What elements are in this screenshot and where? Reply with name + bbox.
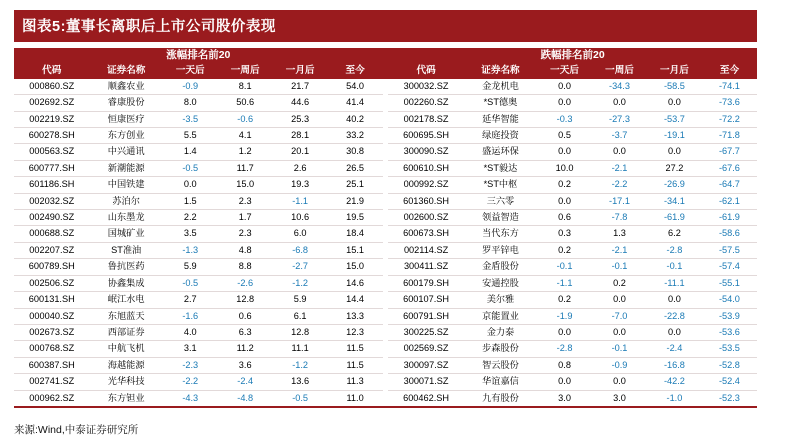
cell-name-left: 鲁抗医药 — [90, 259, 163, 275]
cell-d1-right: -1.1 — [537, 275, 592, 291]
cell-d1-left: -2.3 — [163, 357, 218, 373]
cell-code-left: 000768.SZ — [14, 341, 90, 357]
cell-d1-left: -3.5 — [163, 111, 218, 127]
cell-code-left: 002490.SZ — [14, 210, 90, 226]
cell-w1-left: 0.6 — [218, 308, 273, 324]
cell-w1-right: 0.0 — [592, 324, 647, 340]
cell-code-left: 600131.SH — [14, 292, 90, 308]
cell-todate-left: 19.5 — [328, 210, 383, 226]
cell-m1-left: 20.1 — [273, 144, 328, 160]
cell-m1-left: 5.9 — [273, 292, 328, 308]
cell-d1-left: 2.2 — [163, 210, 218, 226]
cell-todate-right: -67.6 — [702, 160, 757, 176]
cell-todate-right: -62.1 — [702, 193, 757, 209]
cell-w1-left: 6.3 — [218, 324, 273, 340]
figure-title-bar — [14, 10, 757, 42]
cell-w1-right: -17.1 — [592, 193, 647, 209]
cell-w1-left: 8.8 — [218, 259, 273, 275]
cell-name-left: 国城矿业 — [90, 226, 163, 242]
cell-w1-left: -4.8 — [237, 392, 254, 403]
cell-todate-right: -58.6 — [702, 226, 757, 242]
table-row — [14, 242, 757, 258]
cell-todate-left: 21.9 — [328, 193, 383, 209]
col-header-code-left: 代码 — [14, 63, 90, 78]
cell-name-right: 金盾股份 — [464, 259, 537, 275]
cell-w1-left: 4.1 — [218, 128, 273, 144]
col-header-d1-left: 一天后 — [163, 63, 218, 78]
cell-name-left: 中国铁建 — [90, 177, 163, 193]
cell-m1-right: -61.9 — [647, 210, 702, 226]
cell-name-left: 海越能源 — [90, 357, 163, 373]
cell-w1-left: 11.2 — [218, 341, 273, 357]
table-row — [14, 324, 757, 340]
col-header-w1-right: 一周后 — [592, 63, 647, 78]
table-row — [14, 128, 757, 144]
col-header-name-left: 证券名称 — [90, 63, 163, 78]
figure-number: 图表5: — [22, 19, 66, 35]
cell-m1-left: 11.1 — [273, 341, 328, 357]
table-container — [14, 48, 757, 408]
table-row — [14, 357, 757, 373]
cell-d1-left: -4.3 — [182, 392, 199, 403]
cell-code-right: 300097.SZ — [388, 357, 464, 373]
cell-name-left: 光华科技 — [90, 374, 163, 390]
cell-m1-left: 19.3 — [273, 177, 328, 193]
cell-w1-right: -2.1 — [592, 242, 647, 258]
table-row — [14, 226, 757, 242]
cell-code-left: 601186.SH — [14, 177, 90, 193]
cell-m1-right: -26.9 — [647, 177, 702, 193]
cell-d1-left: 8.0 — [163, 95, 218, 111]
cell-todate-right: -73.6 — [702, 95, 757, 111]
cell-todate-right: -71.8 — [702, 128, 757, 144]
cell-name-right: 三六零 — [464, 193, 537, 209]
cell-d1-left: -0.5 — [163, 160, 218, 176]
cell-code-right: 600791.SH — [388, 308, 464, 324]
cell-d1-right: 0.2 — [537, 292, 592, 308]
group-header-left: 涨幅排名前20 — [14, 48, 383, 63]
cell-w1-left: 11.7 — [218, 160, 273, 176]
cell-m1-right: -11.1 — [647, 275, 702, 291]
table-body — [14, 79, 757, 406]
cell-todate-left: 30.8 — [328, 144, 383, 160]
cell-todate-right: -57.4 — [702, 259, 757, 275]
cell-m1-left: -2.7 — [273, 259, 328, 275]
page-title: 董事长离职后上市公司股价表现 — [65, 19, 276, 35]
cell-m1-left: 44.6 — [273, 95, 328, 111]
cell-d1-right: 0.0 — [537, 95, 592, 111]
cell-d1-right: -0.1 — [537, 259, 592, 275]
cell-m1-right: 0.0 — [647, 144, 702, 160]
cell-d1-right: -2.8 — [537, 341, 592, 357]
cell-w1-left: 8.1 — [218, 79, 273, 95]
cell-todate-left: 14.4 — [328, 292, 383, 308]
table-row — [14, 259, 757, 275]
cell-todate-left: 25.1 — [328, 177, 383, 193]
cell-m1-right: -19.1 — [647, 128, 702, 144]
col-header-m1-left: 一月后 — [273, 63, 328, 78]
cell-m1-left: 10.6 — [273, 210, 328, 226]
source-note: 来源:Wind,中泰证券研究所 — [14, 423, 139, 436]
cell-w1-right: -2.1 — [592, 160, 647, 176]
cell-name-right: 罗平锌电 — [464, 242, 537, 258]
cell-m1-right: -53.7 — [647, 111, 702, 127]
cell-name-left: 东方创业 — [90, 128, 163, 144]
cell-name-right: 延华智能 — [464, 111, 537, 127]
cell-name-left: 中兴通讯 — [90, 144, 163, 160]
cell-name-left: 新潮能源 — [90, 160, 163, 176]
cell-w1-left: 1.2 — [218, 144, 273, 160]
cell-w1-right: 0.2 — [592, 275, 647, 291]
cell-m1-right: 0.0 — [647, 292, 702, 308]
cell-name-right: 美尔雅 — [464, 292, 537, 308]
cell-code-left: 000040.SZ — [14, 308, 90, 324]
cell-name-right: 京能置业 — [464, 308, 537, 324]
cell-m1-right: -16.8 — [647, 357, 702, 373]
cell-code-right: 300411.SZ — [388, 259, 464, 275]
table-row — [14, 210, 757, 226]
table-column-header-row — [14, 63, 757, 78]
cell-d1-left: 1.4 — [163, 144, 218, 160]
cell-m1-left: 21.7 — [273, 79, 328, 95]
table-row — [14, 79, 757, 95]
cell-d1-right: 3.0 — [558, 392, 571, 403]
cell-todate-right: -53.5 — [702, 341, 757, 357]
stock-performance-table — [14, 48, 757, 406]
cell-d1-right: 10.0 — [537, 160, 592, 176]
cell-d1-right: 0.0 — [537, 193, 592, 209]
cell-w1-left: 3.6 — [218, 357, 273, 373]
col-header-todate-left: 至今 — [328, 63, 383, 78]
cell-w1-right: -7.0 — [592, 308, 647, 324]
cell-m1-right: -22.8 — [647, 308, 702, 324]
cell-d1-left: 4.0 — [163, 324, 218, 340]
cell-w1-right: 0.0 — [592, 292, 647, 308]
cell-d1-right: 0.2 — [537, 177, 592, 193]
table-row — [14, 111, 757, 127]
cell-code-left: 600777.SH — [14, 160, 90, 176]
col-header-m1-right: 一月后 — [647, 63, 702, 78]
cell-code-right: 600610.SH — [388, 160, 464, 176]
cell-name-left: 睿康股份 — [90, 95, 163, 111]
cell-code-right: 002114.SZ — [388, 242, 464, 258]
cell-code-right: 002600.SZ — [388, 210, 464, 226]
cell-code-left: 002032.SZ — [14, 193, 90, 209]
cell-code-left: 000962.SZ — [29, 392, 75, 403]
cell-d1-left: 5.5 — [163, 128, 218, 144]
table-row — [14, 390, 757, 406]
col-header-w1-left: 一周后 — [218, 63, 273, 78]
cell-d1-right: -1.9 — [537, 308, 592, 324]
cell-w1-right: -3.7 — [592, 128, 647, 144]
cell-name-left: 恒康医疗 — [90, 111, 163, 127]
cell-code-left: 002207.SZ — [14, 242, 90, 258]
cell-todate-right: -67.7 — [702, 144, 757, 160]
cell-w1-right: -0.9 — [592, 357, 647, 373]
cell-todate-left: 26.5 — [328, 160, 383, 176]
cell-d1-right: 0.0 — [537, 374, 592, 390]
cell-todate-left: 11.5 — [328, 357, 383, 373]
cell-w1-left: 4.8 — [218, 242, 273, 258]
cell-m1-left: 6.0 — [273, 226, 328, 242]
cell-code-left: 000860.SZ — [14, 79, 90, 95]
cell-w1-right: 1.3 — [592, 226, 647, 242]
cell-name-right: 智云股份 — [464, 357, 537, 373]
cell-todate-left: 15.1 — [328, 242, 383, 258]
cell-todate-left: 11.5 — [328, 341, 383, 357]
cell-name-left: ST准油 — [90, 242, 163, 258]
cell-code-left: 600387.SH — [14, 357, 90, 373]
cell-code-left: 600789.SH — [14, 259, 90, 275]
cell-name-right: 九有股份 — [482, 392, 519, 403]
cell-todate-right: -52.3 — [718, 392, 740, 403]
table-row — [14, 144, 757, 160]
cell-w1-right: 0.0 — [592, 95, 647, 111]
cell-w1-left: 2.3 — [218, 226, 273, 242]
cell-todate-left: 15.0 — [328, 259, 383, 275]
cell-name-left: 东方钽业 — [107, 392, 145, 403]
cell-m1-right: -2.4 — [647, 341, 702, 357]
cell-d1-left: 2.7 — [163, 292, 218, 308]
table-row — [14, 374, 757, 390]
cell-code-left: 600278.SH — [14, 128, 90, 144]
cell-m1-left: -1.1 — [273, 193, 328, 209]
cell-d1-right: 0.5 — [537, 128, 592, 144]
cell-m1-left: -6.8 — [273, 242, 328, 258]
cell-todate-right: -52.4 — [702, 374, 757, 390]
cell-m1-right: -58.5 — [647, 79, 702, 95]
cell-d1-left: -1.6 — [163, 308, 218, 324]
cell-code-right: 000992.SZ — [388, 177, 464, 193]
cell-w1-left: -0.6 — [218, 111, 273, 127]
cell-m1-left: 28.1 — [273, 128, 328, 144]
cell-m1-left: 25.3 — [273, 111, 328, 127]
cell-code-left: 000688.SZ — [14, 226, 90, 242]
cell-w1-left: 1.7 — [218, 210, 273, 226]
cell-d1-left: -0.9 — [163, 79, 218, 95]
cell-todate-right: -52.8 — [702, 357, 757, 373]
cell-name-right: 金力泰 — [464, 324, 537, 340]
cell-name-left: 西部证券 — [90, 324, 163, 340]
cell-todate-left: 14.6 — [328, 275, 383, 291]
cell-code-right: 600462.SH — [403, 392, 450, 403]
cell-d1-left: 5.9 — [163, 259, 218, 275]
table-row — [14, 308, 757, 324]
cell-name-right: 盛运环保 — [464, 144, 537, 160]
cell-m1-right: 6.2 — [647, 226, 702, 242]
cell-d1-left: 3.5 — [163, 226, 218, 242]
cell-m1-right: 0.0 — [647, 324, 702, 340]
cell-d1-right: 0.8 — [537, 357, 592, 373]
cell-code-right: 002178.SZ — [388, 111, 464, 127]
cell-m1-right: -1.0 — [666, 392, 683, 403]
cell-code-left: 002219.SZ — [14, 111, 90, 127]
cell-m1-left: 2.6 — [273, 160, 328, 176]
cell-code-right: 002569.SZ — [388, 341, 464, 357]
cell-d1-right: 0.0 — [537, 144, 592, 160]
cell-w1-right: -27.3 — [592, 111, 647, 127]
cell-name-right: 华谊嘉信 — [464, 374, 537, 390]
cell-d1-right: 0.2 — [537, 242, 592, 258]
cell-m1-left: -0.5 — [292, 392, 309, 403]
cell-name-left: 东旭蓝天 — [90, 308, 163, 324]
cell-todate-right: -61.9 — [702, 210, 757, 226]
table-row — [14, 275, 757, 291]
cell-name-left: 顺鑫农业 — [90, 79, 163, 95]
cell-d1-right: 0.3 — [537, 226, 592, 242]
cell-name-right: 绿庭投资 — [464, 128, 537, 144]
cell-code-right: 300032.SZ — [388, 79, 464, 95]
cell-w1-left: 2.3 — [218, 193, 273, 209]
cell-m1-left: 13.6 — [273, 374, 328, 390]
cell-m1-right: 27.2 — [647, 160, 702, 176]
group-header-right: 跌幅排名前20 — [388, 48, 757, 63]
cell-code-right: 600695.SH — [388, 128, 464, 144]
table-group-header-row — [14, 48, 757, 63]
cell-name-left: 协鑫集成 — [90, 275, 163, 291]
cell-w1-right: -0.1 — [592, 259, 647, 275]
cell-m1-right: -42.2 — [647, 374, 702, 390]
col-header-todate-right: 至今 — [702, 63, 757, 78]
cell-todate-left: 11.3 — [328, 374, 383, 390]
cell-m1-right: -2.8 — [647, 242, 702, 258]
cell-w1-left: -2.4 — [218, 374, 273, 390]
cell-d1-left: -2.2 — [163, 374, 218, 390]
cell-m1-right: -34.1 — [647, 193, 702, 209]
cell-code-right: 300225.SZ — [388, 324, 464, 340]
cell-name-right: 金龙机电 — [464, 79, 537, 95]
cell-code-left: 002506.SZ — [14, 275, 90, 291]
cell-todate-left: 12.3 — [328, 324, 383, 340]
cell-todate-right: -54.0 — [702, 292, 757, 308]
cell-w1-right: 0.0 — [592, 374, 647, 390]
cell-code-right: 600107.SH — [388, 292, 464, 308]
cell-name-left: 苏泊尔 — [90, 193, 163, 209]
cell-w1-left: 15.0 — [218, 177, 273, 193]
cell-m1-left: 6.1 — [273, 308, 328, 324]
cell-todate-left: 13.3 — [328, 308, 383, 324]
cell-m1-right: 0.0 — [647, 95, 702, 111]
cell-w1-left: 12.8 — [218, 292, 273, 308]
cell-code-right: 002260.SZ — [388, 95, 464, 111]
cell-name-right: 领益智造 — [464, 210, 537, 226]
cell-d1-right: 0.6 — [537, 210, 592, 226]
cell-todate-right: -74.1 — [702, 79, 757, 95]
cell-todate-right: -53.9 — [702, 308, 757, 324]
cell-code-left: 002692.SZ — [14, 95, 90, 111]
cell-todate-left: 54.0 — [328, 79, 383, 95]
cell-w1-left: -2.6 — [218, 275, 273, 291]
table-row — [14, 160, 757, 176]
col-header-name-right: 证券名称 — [464, 63, 537, 78]
table-row — [14, 193, 757, 209]
cell-w1-right: -2.2 — [592, 177, 647, 193]
cell-name-right: 步森股份 — [464, 341, 537, 357]
cell-w1-right: -0.1 — [592, 341, 647, 357]
table-row — [14, 341, 757, 357]
cell-d1-left: 0.0 — [163, 177, 218, 193]
cell-code-right: 600673.SH — [388, 226, 464, 242]
cell-code-right: 300090.SZ — [388, 144, 464, 160]
table-row — [14, 177, 757, 193]
cell-d1-right: -0.3 — [537, 111, 592, 127]
cell-code-left: 000563.SZ — [14, 144, 90, 160]
cell-d1-left: -1.3 — [163, 242, 218, 258]
cell-todate-right: -64.7 — [702, 177, 757, 193]
cell-w1-right: -34.3 — [592, 79, 647, 95]
cell-name-left: 岷江水电 — [90, 292, 163, 308]
cell-code-right: 600179.SH — [388, 275, 464, 291]
cell-todate-right: -57.5 — [702, 242, 757, 258]
cell-todate-right: -72.2 — [702, 111, 757, 127]
cell-name-right: 安通控股 — [464, 275, 537, 291]
cell-code-left: 002673.SZ — [14, 324, 90, 340]
table-row — [14, 95, 757, 111]
cell-w1-right: -7.8 — [592, 210, 647, 226]
cell-code-right: 601360.SH — [388, 193, 464, 209]
cell-d1-right: 0.0 — [537, 324, 592, 340]
table-row — [14, 292, 757, 308]
cell-todate-left: 11.0 — [346, 392, 364, 403]
cell-todate-left: 33.2 — [328, 128, 383, 144]
cell-todate-right: -53.6 — [702, 324, 757, 340]
cell-todate-right: -55.1 — [702, 275, 757, 291]
cell-d1-right: 0.0 — [537, 79, 592, 95]
col-header-d1-right: 一天后 — [537, 63, 592, 78]
cell-todate-left: 40.2 — [328, 111, 383, 127]
cell-name-left: 山东墨龙 — [90, 210, 163, 226]
cell-w1-left: 50.6 — [218, 95, 273, 111]
cell-m1-right: -0.1 — [647, 259, 702, 275]
cell-m1-left: 12.8 — [273, 324, 328, 340]
cell-name-right: 当代东方 — [464, 226, 537, 242]
cell-todate-left: 41.4 — [328, 95, 383, 111]
cell-m1-left: -1.2 — [273, 275, 328, 291]
cell-d1-left: -0.5 — [163, 275, 218, 291]
cell-name-left: 中航飞机 — [90, 341, 163, 357]
cell-code-left: 002741.SZ — [14, 374, 90, 390]
cell-w1-right: 3.0 — [613, 392, 626, 403]
cell-name-right: *ST德奥 — [464, 95, 537, 111]
cell-w1-right: 0.0 — [592, 144, 647, 160]
col-header-code-right: 代码 — [388, 63, 464, 78]
cell-code-right: 300071.SZ — [388, 374, 464, 390]
cell-d1-left: 1.5 — [163, 193, 218, 209]
cell-todate-left: 18.4 — [328, 226, 383, 242]
cell-name-right: *ST中枢 — [464, 177, 537, 193]
cell-d1-left: 3.1 — [163, 341, 218, 357]
cell-name-right: *ST毅达 — [464, 160, 537, 176]
cell-m1-left: -1.2 — [273, 357, 328, 373]
